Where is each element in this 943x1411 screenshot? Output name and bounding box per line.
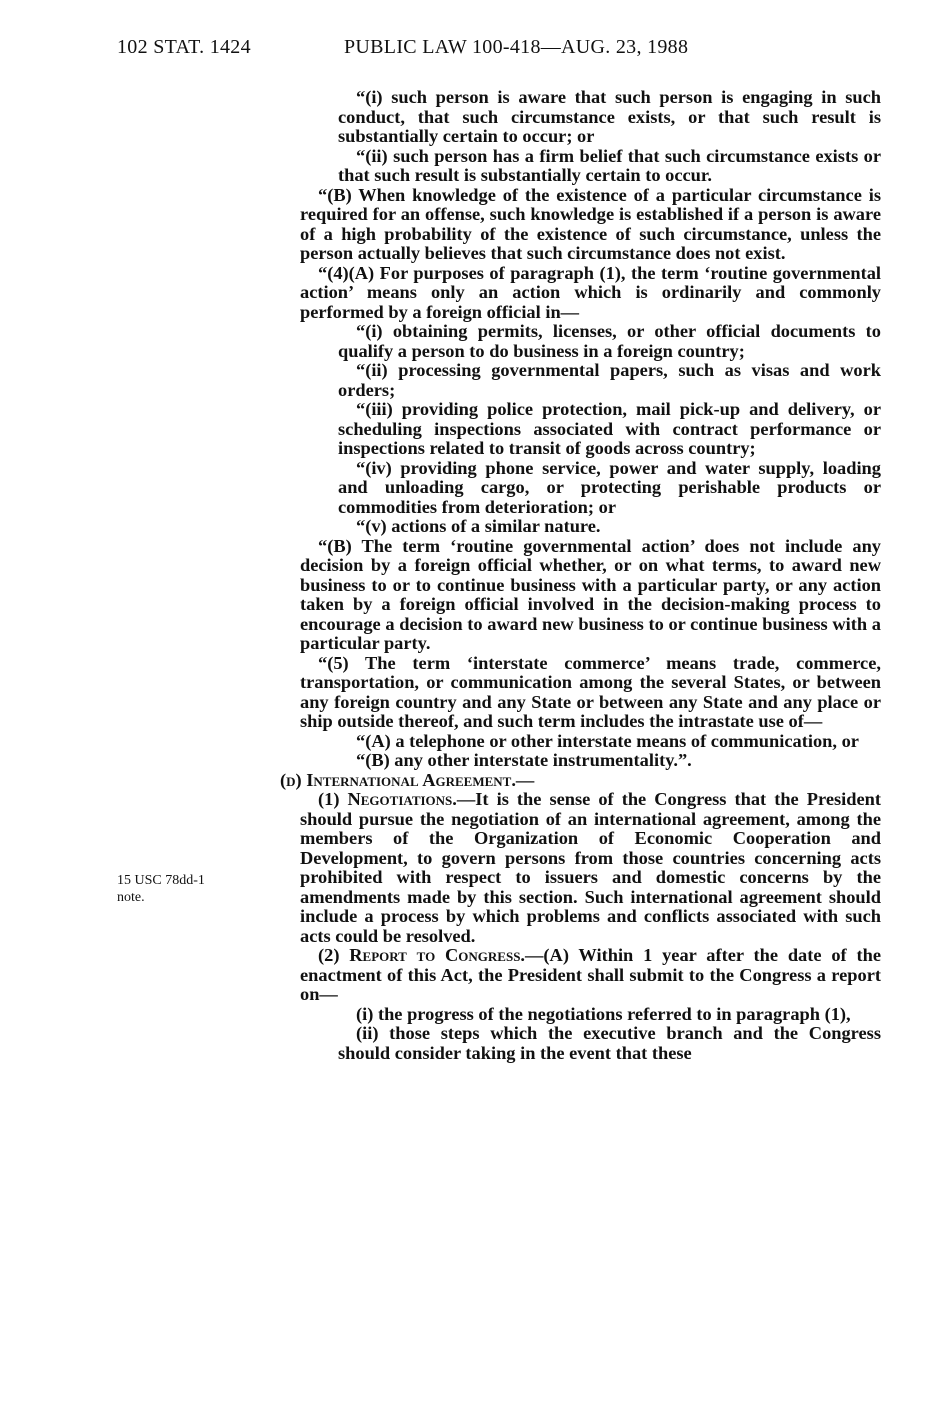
margin-citation [117, 872, 247, 906]
section-d-heading [280, 771, 881, 791]
subparagraph-a: “(A) a telephone or other interstate means of communication, or [356, 730, 859, 751]
subparagraph-b: “(B) any other interstate instrumentality.”. [356, 750, 692, 770]
margin-citation-line: note. [117, 890, 145, 905]
subparagraph-b-routine: “(B) The term ‘routine governmental action’ does not include any decision by a foreign official whether, or on what terms, to award new business to or to continue business with a particular party, or any action taken by a foreign official involved in the decision-making process to encourage a decision to award new business to or continue business with a particular party. [300, 535, 881, 653]
paragraph-number: (2) [318, 945, 350, 965]
clause-ii: “(ii) such person has a firm belief that such circumstance exists or that such result is substantially certain to occur. [338, 145, 881, 185]
paragraph-text: —(A) Within 1 year after the date of the enactment of this Act, the President shall submit to the Congress a report on— [300, 945, 881, 1004]
paragraph-negotiations [300, 790, 881, 946]
section-d-label: (d) International Agreement.— [280, 769, 535, 790]
statute-body [280, 87, 881, 1063]
page-header [117, 36, 817, 66]
paragraph-heading: Report to Congress. [349, 945, 526, 965]
clause-iv: “(iv) providing phone service, power and water supply, loading and unloading cargo, or protecting perishable products or commodities from deterioration; or [338, 457, 881, 517]
clause-v: “(v) actions of a similar nature. [356, 516, 601, 536]
report-clause-ii: (ii) those steps which the executive branch and the Congress should consider taking in the event that these [338, 1023, 881, 1063]
clause-ii: “(ii) processing governmental papers, such as visas and work orders; [338, 360, 881, 400]
paragraph-report [300, 946, 881, 1005]
report-clause-i: (i) the progress of the negotiations referred to in paragraph (1), [356, 1003, 851, 1024]
stat-page-number: 102 STAT. 1424 [117, 36, 251, 58]
paragraph-text: —It is the sense of the Congress that the President should pursue the negotiation of an international agreement, among the members of the Organization of Economic Cooperation and Development, to govern persons from those countries concerning acts prohibited with respect to issuers and domestic concerns by the amendments made by this section. Such international agreement should include a process by which problems and conflicts associated with such acts could be resolved. [300, 789, 881, 946]
clause-i: “(i) such person is aware that such person is engaging in such conduct, that such circumstance exists, or that such result is substantially certain to occur; or [338, 87, 881, 146]
clause-iii: “(iii) providing police protection, mail pick-up and delivery, or scheduling inspections associated with contract performance or inspections related to transit of goods across country; [338, 399, 881, 458]
margin-citation-line: 15 USC 78dd-1 [117, 873, 205, 888]
subparagraph-b: “(B) When knowledge of the existence of a particular circumstance is required for an offense, such knowledge is established if a person is aware of a high probability of the existence of such circumstance, unless the person actually believes that such circumstance does not exist. [300, 184, 881, 263]
clause-i: “(i) obtaining permits, licenses, or other official documents to qualify a person to do business in a foreign country; [338, 321, 881, 361]
paragraph-number: (1) [318, 789, 348, 809]
public-law-title: PUBLIC LAW 100-418—AUG. 23, 1988 [344, 36, 689, 58]
paragraph-5: “(5) The term ‘interstate commerce’ means trade, commerce, transportation, or communication among the several States, or between any foreign country and any State or between any State and any place or ship outside thereof, and such term includes the intrastate use of— [300, 652, 881, 731]
paragraph-4a: “(4)(A) For purposes of paragraph (1), the term ‘routine governmental action’ means only an action which is ordinarily and commonly performed by a foreign official in— [300, 262, 881, 322]
paragraph-heading: Negotiations. [347, 789, 457, 809]
